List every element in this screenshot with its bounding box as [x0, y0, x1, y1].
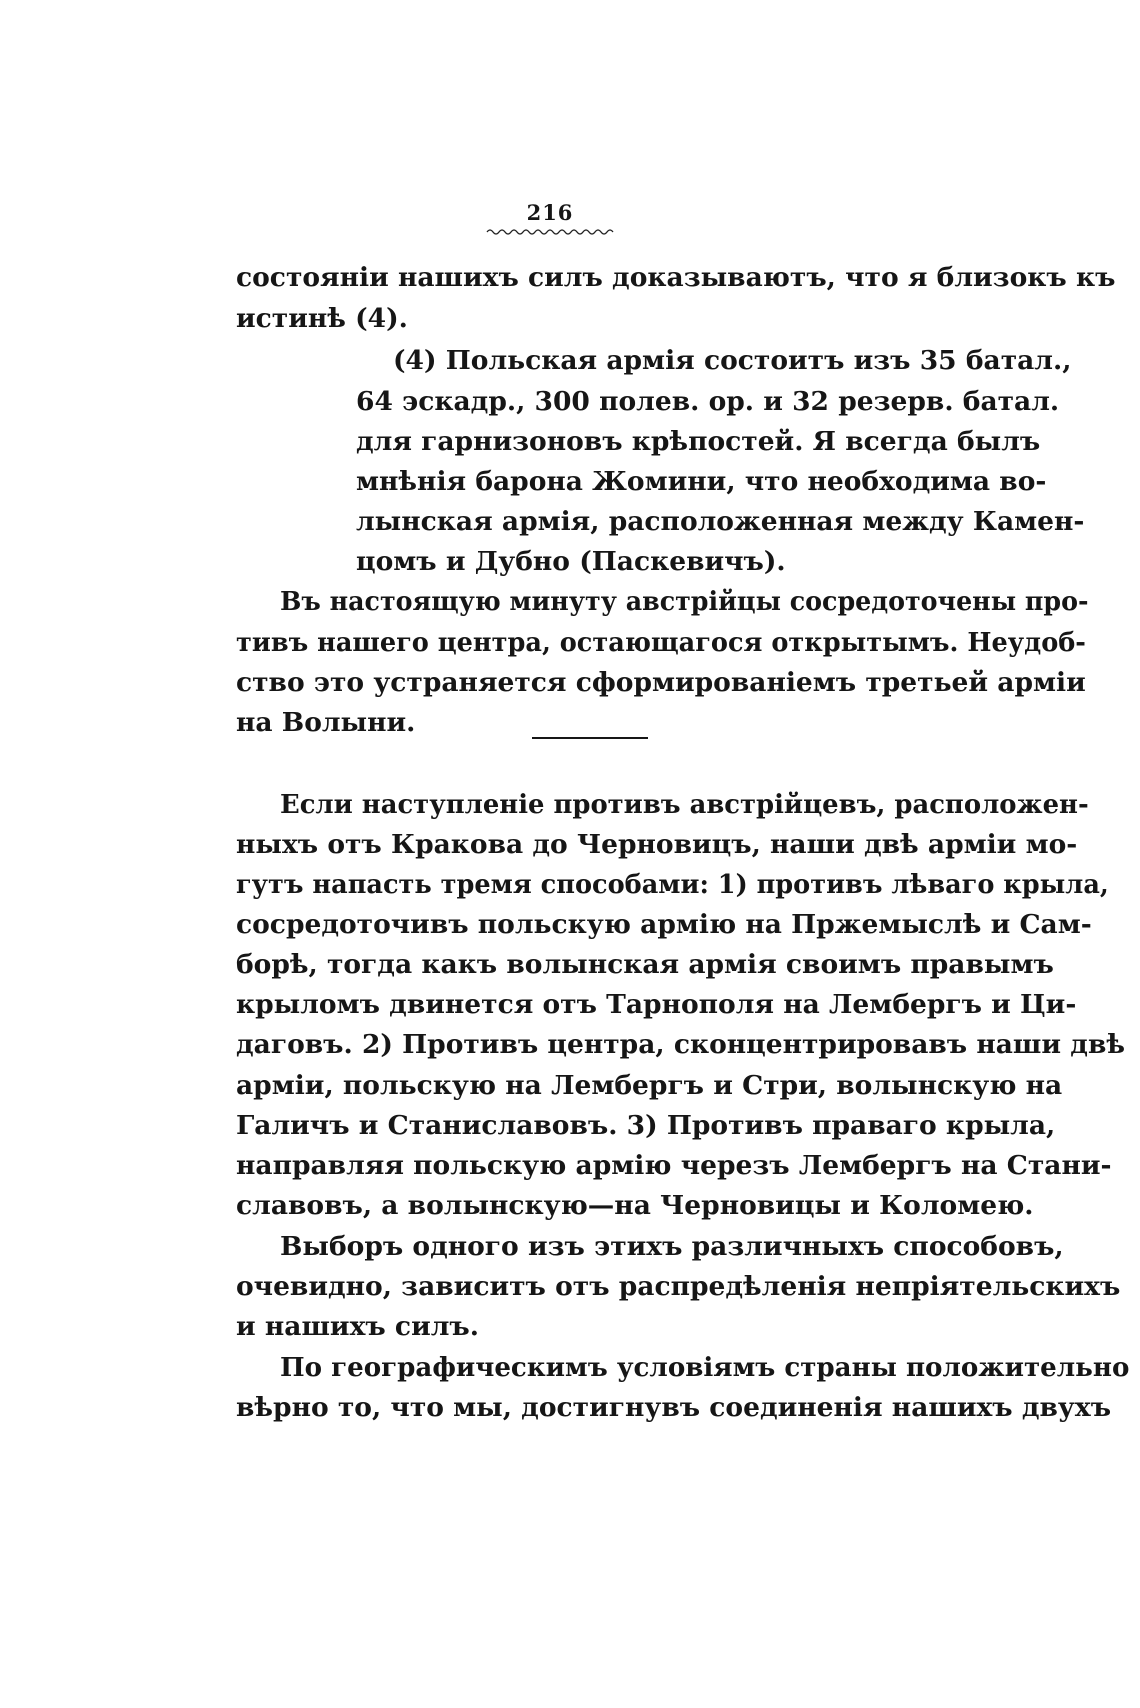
footnote-line: (4) Польская армія состоитъ изъ 35 батал., [393, 345, 1072, 376]
text-line: ныхъ отъ Кракова до Черновицъ, наши двѣ арміи мо- [236, 829, 1078, 860]
text-line: Галичъ и Станиславовъ. 3) Противъ праваго крыла, [236, 1110, 1056, 1141]
text-line: По географическимъ условіямъ страны положительно [280, 1352, 1130, 1383]
text-line: состояніи нашихъ силъ доказываютъ, что я близокъ къ [236, 262, 1116, 293]
text-line: даговъ. 2) Противъ центра, сконцентрировавъ наши двѣ [236, 1029, 1125, 1060]
text-line: истинѣ (4). [236, 303, 408, 334]
text-line: направляя польскую армію черезъ Лембергъ на Стани- [236, 1150, 1112, 1181]
text-line: и нашихъ силъ. [236, 1311, 479, 1342]
wavy-rule-ornament [485, 226, 615, 236]
section-divider [532, 737, 648, 739]
text-line: вѣрно то, что мы, достигнувъ соединенія нашихъ двухъ [236, 1392, 1112, 1423]
text-line: ство это устраняется сформированіемъ третьей арміи [236, 667, 1086, 698]
footnote-line: мнѣнія барона Жомини, что необходима во- [356, 466, 1047, 497]
text-line: гутъ напасть тремя способами: 1) противъ лѣваго крыла, [236, 869, 1109, 900]
text-line: очевидно, зависитъ отъ распредѣленія непріятельскихъ [236, 1271, 1121, 1302]
text-line: тивъ нашего центра, остающагося открытымъ. Неудоб- [236, 627, 1086, 658]
text-line: Въ настоящую минуту австрійцы сосредоточены про- [280, 586, 1089, 617]
footnote-line: 64 эскадр., 300 полев. ор. и 32 резерв. батал. [356, 386, 1060, 417]
text-line: Выборъ одного изъ этихъ различныхъ способовъ, [280, 1231, 1064, 1262]
text-line: Если наступленіе противъ австрійцевъ, расположен- [280, 789, 1089, 820]
text-line: сосредоточивъ польскую армію на Пржемыслѣ и Сам- [236, 909, 1092, 940]
footnote-line: лынская армія, расположенная между Камен- [356, 506, 1085, 537]
page-header [0, 200, 1140, 236]
footnote-line: для гарнизоновъ крѣпостей. Я всегда былъ [356, 426, 1041, 457]
text-line: славовъ, а волынскую—на Черновицы и Коломею. [236, 1190, 1034, 1221]
text-line: арміи, польскую на Лембергъ и Стри, волынскую на [236, 1070, 1063, 1101]
text-line: крыломъ двинется отъ Тарнополя на Лембергъ и Ци- [236, 989, 1077, 1020]
footnote-line: цомъ и Дубно (Паскевичъ). [356, 546, 786, 577]
page-number: 216 [526, 200, 574, 225]
text-line: на Волыни. [236, 707, 416, 738]
text-line: борѣ, тогда какъ волынская армія своимъ правымъ [236, 949, 1054, 980]
